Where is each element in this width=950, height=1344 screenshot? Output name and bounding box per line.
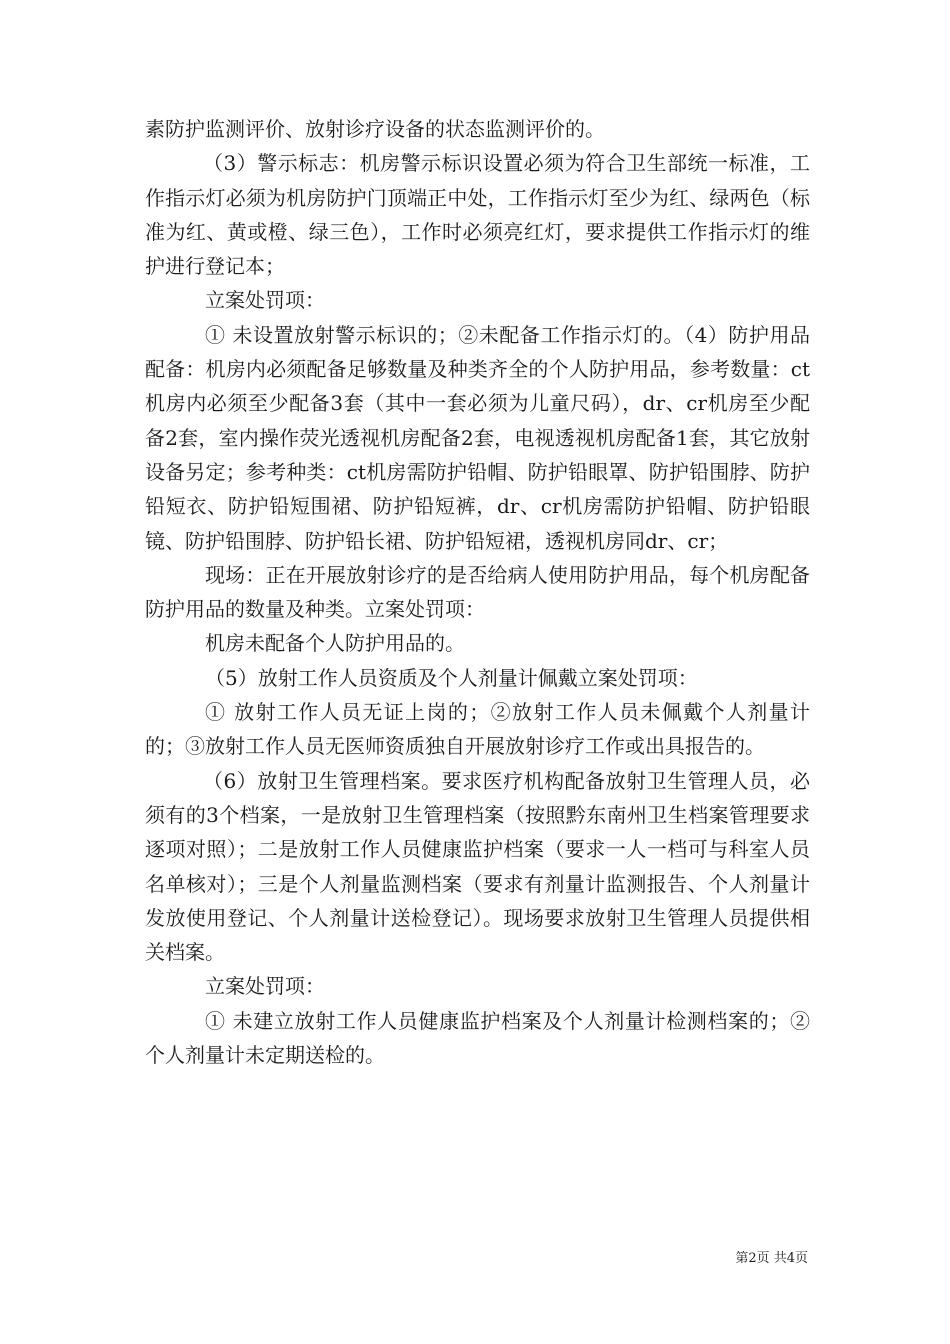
paragraph-records: （6）放射卫生管理档案。要求医疗机构配备放射卫生管理人员，必须有的3个档案，一是放射卫生管理档案（按照黔东南州卫生档案管理要求逐项对照）；二是放射工作人员健康监护档案（要求一人一档可与科室人员名单核对）；三是个人剂量监测档案（要求有剂量计监测报告、个人剂量计发放使用登记、个人剂量计送检登记）。现场要求放射卫生管理人员提供相关档案。 bbox=[145, 768, 810, 965]
document-body bbox=[145, 112, 810, 1072]
paragraph-penalty-heading: 立案处罚项： bbox=[205, 288, 325, 313]
paragraph-protective-equipment: ① 未设置放射警示标识的；②未配备工作指示灯的。（4）防护用品配备：机房内必须配备足够数量及种类齐全的个人防护用品，参考数量：ct机房内必须至少配备3套（其中一套必须为儿童尺码），dr、cr机房至少配备2套，室内操作荧光透视机房配备2套，电视透视机房配备1套，其它放射设备另定；参考种类：ct机房需防护铅帽、防护铅眼罩、防护铅围脖、防护铅短衣、防护铅短围裙、防护铅短裤，dr、cr机房需防护铅帽、防护铅眼镜、防护铅围脖、防护铅长裙、防护铅短裙，透视机房同dr、cr； bbox=[145, 322, 810, 553]
paragraph-staff-penalties: ① 放射工作人员无证上岗的；②放射工作人员未佩戴个人剂量计的；③放射工作人员无医师资质独自开展放射诊疗工作或出具报告的。 bbox=[145, 700, 810, 759]
paragraph-records-penalties: ① 未建立放射工作人员健康监护档案及个人剂量计检测档案的；②个人剂量计未定期送检的。 bbox=[145, 1008, 810, 1068]
paragraph-staff-qualification: （5）放射工作人员资质及个人剂量计佩戴立案处罚项： bbox=[205, 665, 698, 690]
paragraph-penalty-heading-2: 立案处罚项： bbox=[205, 974, 325, 999]
paragraph-no-equipment: 机房未配备个人防护用品的。 bbox=[205, 631, 465, 656]
paragraph-onsite-check: 现场：正在开展放射诊疗的是否给病人使用防护用品，每个机房配备防护用品的数量及种类。立案处罚项： bbox=[145, 562, 810, 622]
page-number: 第2页 共4页 bbox=[735, 1251, 808, 1266]
paragraph-warning-signs: （3）警示标志：机房警示标识设置必须为符合卫生部统一标准，工作指示灯必须为机房防护门顶端正中处，工作指示灯至少为红、绿两色（标准为红、黄或橙、绿三色），工作时必须亮红灯，要求提供工作指示灯的维护进行登记本； bbox=[145, 151, 810, 279]
paragraph-continuation: 素防护监测评价、放射诊疗设备的状态监测评价的。 bbox=[145, 117, 605, 141]
